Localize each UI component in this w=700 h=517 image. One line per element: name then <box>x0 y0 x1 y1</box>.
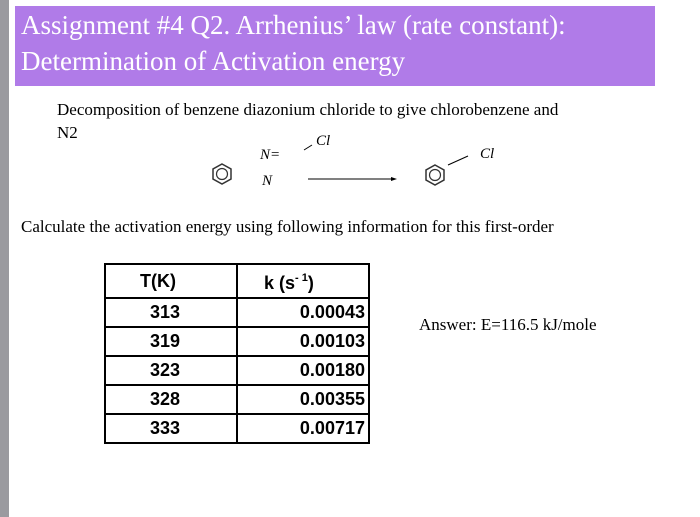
reaction-scheme <box>200 128 530 203</box>
reactant-benzene-ring <box>213 164 231 184</box>
table-row <box>105 385 369 414</box>
header-k-main: k (s <box>264 273 296 293</box>
cell-temperature: 333 <box>105 414 237 443</box>
cell-temperature: 319 <box>105 327 237 356</box>
intro-text-line-2: N2 <box>57 123 78 142</box>
rate-data-table <box>104 263 370 444</box>
table-row <box>105 356 369 385</box>
cell-temperature: 328 <box>105 385 237 414</box>
header-k-exponent: - 1 <box>295 272 308 284</box>
cell-rate-constant: 0.00180 <box>237 356 369 385</box>
answer-text: Answer: E=116.5 kJ/mole <box>419 315 597 334</box>
title-banner <box>15 6 655 86</box>
cell-temperature: 323 <box>105 356 237 385</box>
header-rate-constant <box>237 264 369 298</box>
cell-rate-constant: 0.00103 <box>237 327 369 356</box>
product-cl-bond <box>448 156 468 165</box>
header-temperature: T(K) <box>105 264 237 298</box>
reactant-cl-label: Cl <box>316 133 331 149</box>
title-line-2: Determination of Activation energy <box>21 46 406 76</box>
instruction-text: Calculate the activation energy using following information for this first-order <box>21 217 554 236</box>
cell-rate-constant: 0.00717 <box>237 414 369 443</box>
table-row <box>105 327 369 356</box>
table-row <box>105 414 369 443</box>
product-benzene-ring <box>426 165 444 185</box>
reactant-n-label: N <box>262 173 273 189</box>
left-edge-bar <box>0 0 9 517</box>
intro-text-line-1: Decomposition of benzene diazonium chloride to give chlorobenzene and <box>57 100 559 119</box>
header-k-close: ) <box>307 273 314 293</box>
reaction-arrow <box>308 177 397 181</box>
reactant-cl-bond <box>304 145 312 150</box>
reactant-n-double-label: N= <box>260 147 281 163</box>
product-cl-label: Cl <box>480 146 495 162</box>
table-header-row <box>105 264 369 298</box>
table-row <box>105 298 369 327</box>
cell-rate-constant: 0.00043 <box>237 298 369 327</box>
title-line-1: Assignment #4 Q2. Arrhenius’ law (rate constant): <box>21 10 566 40</box>
cell-rate-constant: 0.00355 <box>237 385 369 414</box>
cell-temperature: 313 <box>105 298 237 327</box>
